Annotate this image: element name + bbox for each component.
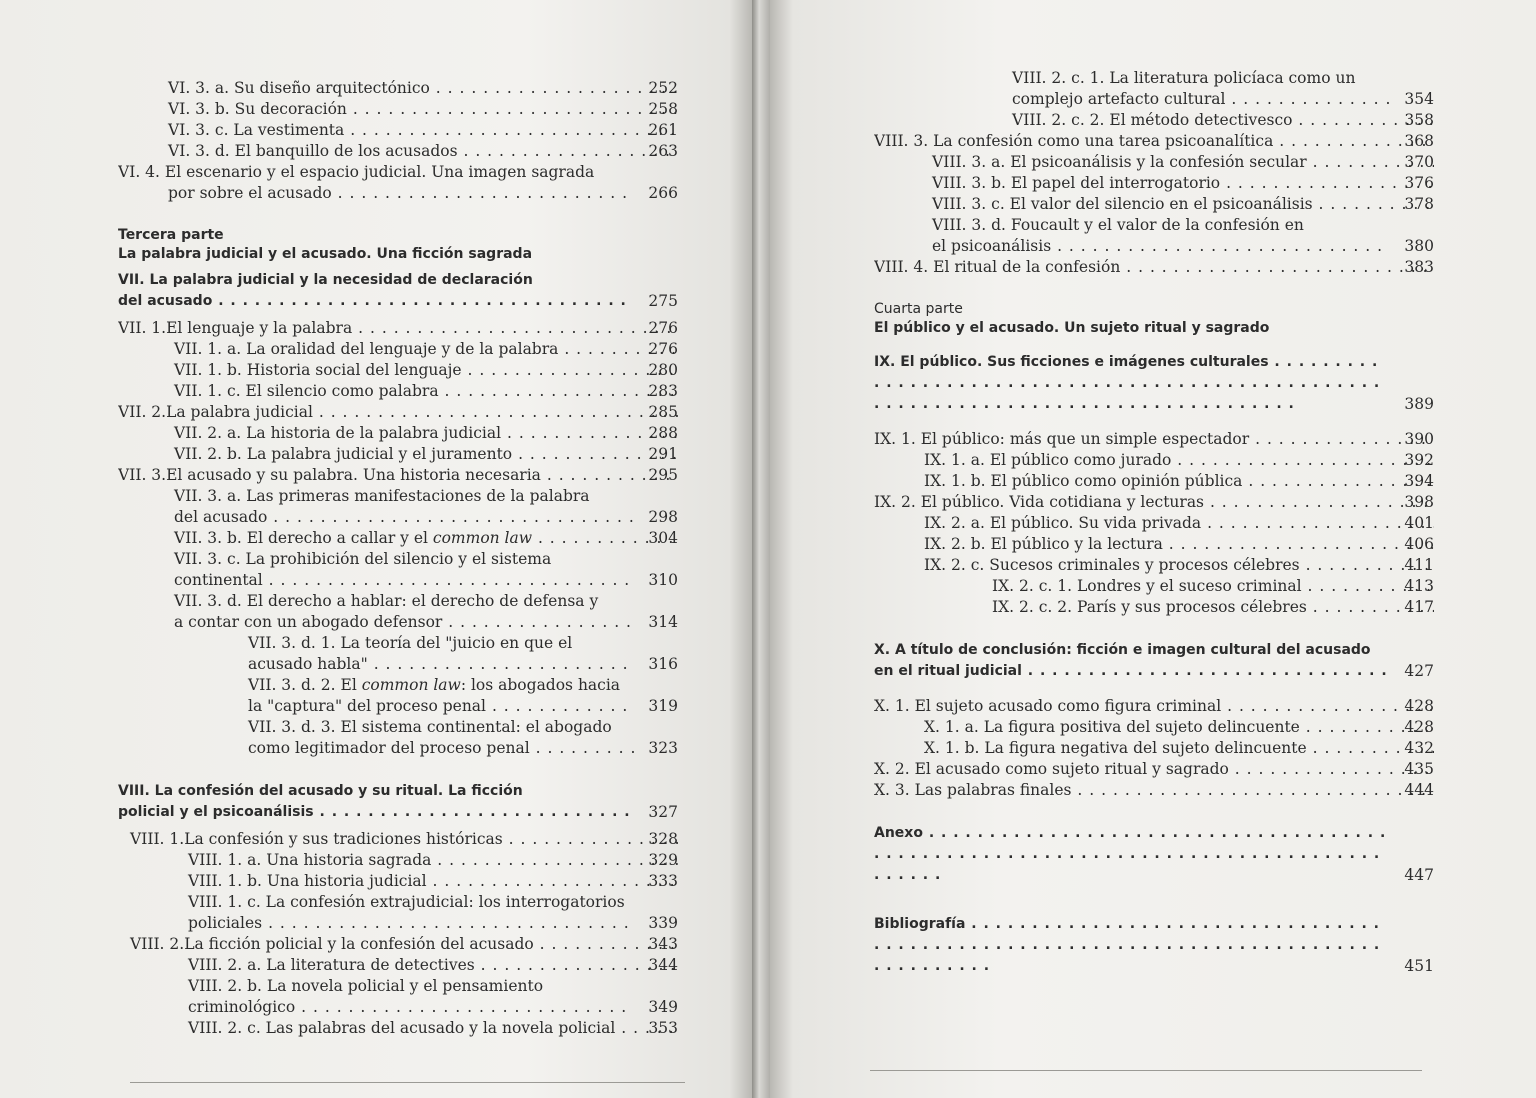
toc-entry	[118, 549, 678, 591]
page-number: 310	[648, 571, 678, 589]
page-number: 380	[1404, 237, 1434, 255]
toc-entry	[874, 194, 1434, 215]
toc-entry-text: VII. 3. d. 3. El sistema continental: el abogado	[248, 718, 612, 736]
toc-entry	[118, 829, 678, 850]
page-number: 432	[1404, 739, 1434, 757]
toc-entry-text-continued: la "captura" del proceso penal . . .	[118, 696, 634, 717]
toc-entry-text: VII. 3. d. 1. La teoría del "juicio en que el	[248, 634, 573, 652]
toc-entry	[874, 696, 1434, 717]
toc-entry-text: VII. 1. b. Historia social del lenguaje . . .	[118, 360, 634, 381]
toc-entry-text-continued: el psicoanálisis . . .	[874, 236, 1390, 257]
toc-entry	[118, 141, 678, 162]
toc-entry	[118, 591, 678, 633]
toc-entry-text: VII. 3. a. Las primeras manifestaciones de la palabra	[174, 487, 590, 505]
page-number: 327	[648, 803, 678, 821]
toc-entry	[118, 402, 678, 423]
toc-block-x	[874, 696, 1434, 801]
page-number: 280	[648, 361, 678, 379]
page-number: 263	[648, 142, 678, 160]
page-number: 261	[648, 121, 678, 139]
toc-entry-text: VIII. 2. c. 1. La literatura policíaca como un	[1012, 69, 1356, 87]
toc-entry-text: X. 1. El sujeto acusado como figura criminal . . .	[874, 696, 1390, 717]
toc-entry	[874, 597, 1434, 618]
toc-entry	[118, 465, 678, 486]
toc-entry-text: VII. 3.El acusado y su palabra. Una historia necesaria . . .	[118, 465, 634, 486]
page-number: 378	[1404, 195, 1434, 213]
part-title: El público y el acusado. Un sujeto ritual y sagrado	[874, 320, 1270, 336]
toc-entry-text: IX. 2. c. Sucesos criminales y procesos célebres . . .	[874, 555, 1390, 576]
toc-entry-text: VIII. 3. c. El valor del silencio en el psicoanálisis . . .	[874, 194, 1390, 215]
toc-entry-text: IX. 1. El público: más que un simple espectador . . .	[874, 429, 1390, 450]
toc-entry	[874, 68, 1434, 110]
page-number: 451	[1404, 957, 1434, 975]
toc-entry-text-continued: por sobre el acusado . . .	[118, 183, 634, 204]
toc-entry	[874, 738, 1434, 759]
toc-entry	[118, 633, 678, 675]
bibliography-entry: Bibliografía . . . 451	[874, 914, 1434, 977]
toc-entry	[118, 423, 678, 444]
toc-entry-text: VII. 3. d. 2. El common law: los abogados hacia	[248, 676, 621, 694]
page-number: 394	[1404, 472, 1434, 490]
toc-entry-text: IX. 2. b. El público y la lectura . . .	[874, 534, 1390, 555]
chapter-heading: VIII. La confesión del acusado y su ritual. La ficción policial y el psicoanálisis . . . 327	[118, 781, 678, 823]
footer-rule	[870, 1070, 1422, 1071]
page-number: 304	[648, 529, 678, 547]
page-number: 411	[1404, 556, 1434, 574]
toc-entry	[118, 675, 678, 717]
page-number: 276	[648, 319, 678, 337]
page-number: 343	[648, 935, 678, 953]
page-number: 285	[648, 403, 678, 421]
toc-block-vi	[118, 78, 678, 204]
page-number: 428	[1404, 697, 1434, 715]
toc-entry	[874, 576, 1434, 597]
toc-entry	[874, 492, 1434, 513]
page-number: 435	[1404, 760, 1434, 778]
page-number: 413	[1404, 577, 1434, 595]
toc-entry-text: VII. 3. c. La prohibición del silencio y el sistema	[174, 550, 552, 568]
page-number: 370	[1404, 153, 1434, 171]
toc-entry-text: VIII. 3. La confesión como una tarea psicoanalítica . . .	[874, 131, 1390, 152]
toc-entry-text: X. 1. a. La figura positiva del sujeto delincuente . . .	[874, 717, 1390, 738]
toc-entry-text: VIII. 3. d. Foucault y el valor de la confesión en	[932, 216, 1304, 234]
toc-entry	[118, 99, 678, 120]
page-number: 406	[1404, 535, 1434, 553]
toc-entry	[874, 257, 1434, 278]
toc-entry	[874, 513, 1434, 534]
book-gutter	[752, 0, 770, 1098]
page-number: 353	[648, 1019, 678, 1037]
toc-entry	[118, 444, 678, 465]
page-number: 383	[1404, 258, 1434, 276]
toc-entry-text: VIII. 2. c. Las palabras del acusado y la novela policial . . .	[118, 1018, 634, 1039]
toc-entry-text: VII. 2.La palabra judicial . . .	[118, 402, 634, 423]
page-number: 389	[1404, 395, 1434, 413]
page-number: 390	[1404, 430, 1434, 448]
page-number: 291	[648, 445, 678, 463]
toc-entry-text: VII. 2. a. La historia de la palabra judicial . . .	[118, 423, 634, 444]
part-title: La palabra judicial y el acusado. Una ficción sagrada	[118, 246, 533, 262]
toc-entry	[118, 934, 678, 955]
toc-entry	[874, 215, 1434, 257]
page-number: 328	[648, 830, 678, 848]
annex-entry: Anexo . . . 447	[874, 823, 1434, 886]
chapter-heading: IX. El público. Sus ficciones e imágenes culturales . . . 389	[874, 352, 1434, 415]
toc-entry-text: IX. 2. a. El público. Su vida privada . . .	[874, 513, 1390, 534]
toc-entry-text: VI. 3. c. La vestimenta . . .	[118, 120, 634, 141]
toc-entry	[118, 892, 678, 934]
toc-entry-text: VIII. 2. c. 2. El método detectivesco . . .	[874, 110, 1390, 131]
page-number: 323	[648, 739, 678, 757]
toc-right	[874, 68, 1434, 977]
toc-entry-text: IX. 2. c. 2. París y sus procesos célebres . . .	[874, 597, 1390, 618]
toc-entry	[118, 486, 678, 528]
toc-entry-text: VII. 1. c. El silencio como palabra . . .	[118, 381, 634, 402]
toc-entry-text: IX. 1. a. El público como jurado . . .	[874, 450, 1390, 471]
toc-entry-text-continued: complejo artefacto cultural . . .	[874, 89, 1390, 110]
page-number: 283	[648, 382, 678, 400]
toc-entry-text: VIII. 2. a. La literatura de detectives . . .	[118, 955, 634, 976]
page-number: 354	[1404, 90, 1434, 108]
page-number: 428	[1404, 718, 1434, 736]
page-number: 398	[1404, 493, 1434, 511]
page-number: 275	[648, 292, 678, 310]
toc-entry	[118, 120, 678, 141]
toc-entry-text: VIII. 1. b. Una historia judicial . . .	[118, 871, 634, 892]
toc-entry-text: IX. 2. El público. Vida cotidiana y lecturas . . .	[874, 492, 1390, 513]
toc-entry-text: VI. 3. b. Su decoración . . .	[118, 99, 634, 120]
toc-entry	[118, 78, 678, 99]
toc-entry	[118, 955, 678, 976]
toc-entry	[118, 528, 678, 549]
page-number: 314	[648, 613, 678, 631]
page-number: 417	[1404, 598, 1434, 616]
toc-entry	[118, 381, 678, 402]
page-number: 447	[1404, 866, 1434, 884]
toc-entry-text: VII. 3. d. El derecho a hablar: el derecho de defensa y	[174, 592, 599, 610]
page-number: 316	[648, 655, 678, 673]
toc-block-ix	[874, 429, 1434, 618]
toc-entry	[118, 871, 678, 892]
toc-entry-text-continued: del acusado . . .	[118, 507, 634, 528]
page-number: 344	[648, 956, 678, 974]
toc-entry	[874, 152, 1434, 173]
toc-entry	[874, 450, 1434, 471]
toc-entry-text: VII. 2. b. La palabra judicial y el juramento . . .	[118, 444, 634, 465]
page-number: 266	[648, 184, 678, 202]
toc-block-viii-cont	[874, 68, 1434, 278]
page-number: 252	[648, 79, 678, 97]
page-number: 368	[1404, 132, 1434, 150]
page-number: 349	[648, 998, 678, 1016]
chapter-heading: X. A título de conclusión: ficción e imagen cultural del acusado en el ritual judicial . . . 427	[874, 640, 1434, 682]
toc-entry	[874, 759, 1434, 780]
part-label: Tercera parte	[118, 227, 224, 243]
toc-entry-text: X. 2. El acusado como sujeto ritual y sagrado . . .	[874, 759, 1390, 780]
toc-entry-text-continued: a contar con un abogado defensor . . .	[118, 612, 634, 633]
toc-entry-text-continued: policiales . . .	[118, 913, 634, 934]
toc-entry	[118, 339, 678, 360]
toc-entry-text: VII. 1.El lenguaje y la palabra . . .	[118, 318, 634, 339]
toc-entry	[118, 360, 678, 381]
toc-entry	[118, 717, 678, 759]
toc-entry-text: IX. 1. b. El público como opinión pública . . .	[874, 471, 1390, 492]
toc-entry-text: VIII. 4. El ritual de la confesión . . .	[874, 257, 1390, 278]
page-number: 444	[1404, 781, 1434, 799]
toc-entry-text: VI. 4. El escenario y el espacio judicial. Una imagen sagrada	[118, 163, 595, 181]
page-number: 288	[648, 424, 678, 442]
toc-entry	[874, 173, 1434, 194]
toc-entry-text-continued: criminológico . . .	[118, 997, 634, 1018]
page-number: 295	[648, 466, 678, 484]
page-number: 329	[648, 851, 678, 869]
page-number: 333	[648, 872, 678, 890]
toc-entry	[874, 110, 1434, 131]
toc-entry	[874, 555, 1434, 576]
toc-left	[118, 78, 678, 1039]
page-number: 276	[648, 340, 678, 358]
page-number: 319	[648, 697, 678, 715]
toc-entry-text: VII. 3. b. El derecho a callar y el common law . . .	[118, 528, 634, 549]
page-number: 376	[1404, 174, 1434, 192]
toc-entry-text: IX. 2. c. 1. Londres y el suceso criminal . . .	[874, 576, 1390, 597]
page-number: 358	[1404, 111, 1434, 129]
toc-entry	[874, 717, 1434, 738]
toc-entry-text: X. 1. b. La figura negativa del sujeto delincuente . . .	[874, 738, 1390, 759]
toc-block-vii	[118, 318, 678, 759]
toc-entry	[118, 1018, 678, 1039]
toc-entry	[118, 850, 678, 871]
toc-entry	[874, 131, 1434, 152]
page-number: 427	[1404, 662, 1434, 680]
toc-entry-text-continued: acusado habla" . . .	[118, 654, 634, 675]
toc-entry-text-continued: continental . . .	[118, 570, 634, 591]
footer-rule	[130, 1082, 685, 1083]
toc-entry-text: VI. 3. a. Su diseño arquitectónico . . .	[118, 78, 634, 99]
toc-entry-text-continued: como legitimador del proceso penal . . .	[118, 738, 634, 759]
page-number: 401	[1404, 514, 1434, 532]
toc-entry-text: VI. 3. d. El banquillo de los acusados . . .	[118, 141, 634, 162]
toc-entry	[874, 780, 1434, 801]
toc-entry-text: VIII. 1. a. Una historia sagrada . . .	[118, 850, 634, 871]
part-label: Cuarta parte	[874, 301, 963, 317]
page-number: 298	[648, 508, 678, 526]
toc-entry-text: VIII. 3. b. El papel del interrogatorio . . .	[874, 173, 1390, 194]
toc-entry-text: VIII. 3. a. El psicoanálisis y la confesión secular . . .	[874, 152, 1390, 173]
toc-entry-text: VIII. 1.La confesión y sus tradiciones históricas . . .	[118, 829, 634, 850]
toc-entry-text: X. 3. Las palabras finales . . .	[874, 780, 1390, 801]
toc-entry	[118, 976, 678, 1018]
toc-entry	[118, 318, 678, 339]
toc-entry-text: VII. 1. a. La oralidad del lenguaje y de la palabra . . .	[118, 339, 634, 360]
page-number: 392	[1404, 451, 1434, 469]
toc-block-viii	[118, 829, 678, 1039]
toc-entry-text: VIII. 2.La ficción policial y la confesión del acusado . . .	[118, 934, 634, 955]
toc-entry	[118, 162, 678, 204]
toc-entry	[874, 429, 1434, 450]
toc-entry-text: VIII. 2. b. La novela policial y el pensamiento	[188, 977, 544, 995]
chapter-heading: VII. La palabra judicial y la necesidad de declaración del acusado . . . 275	[118, 270, 678, 312]
page-number: 339	[648, 914, 678, 932]
page-number: 258	[648, 100, 678, 118]
toc-entry	[874, 534, 1434, 555]
toc-entry-text: VIII. 1. c. La confesión extrajudicial: los interrogatorios	[188, 893, 625, 911]
toc-entry	[874, 471, 1434, 492]
